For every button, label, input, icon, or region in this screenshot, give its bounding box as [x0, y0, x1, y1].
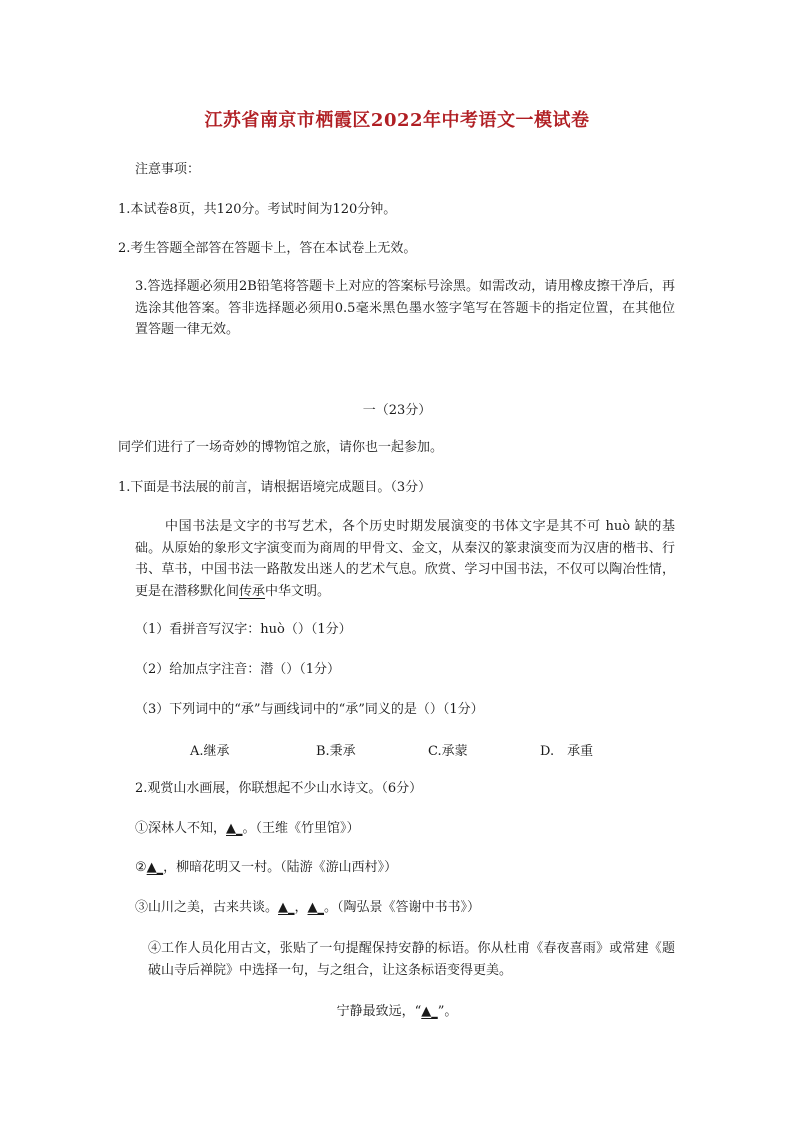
calligraphy-passage	[135, 516, 675, 602]
question-1-sub-1: （1）看拼音写汉字：huò（）（1分）	[135, 622, 352, 637]
passage-text-end: 中华文明。	[265, 583, 331, 599]
poem-line-3-comma: ，	[294, 900, 308, 915]
answer-options	[0, 740, 794, 760]
question-1-stem: 1.下面是书法展的前言，请根据语境完成题目。（3分）	[118, 480, 432, 495]
slogan-end: ”。	[437, 1004, 458, 1019]
question-2-stem: 2.观赏山水画展，你联想起不少山水诗文。（6分）	[135, 781, 423, 796]
poem-line-1	[135, 819, 360, 839]
notice-item-3: 3.答选择题必须用2B铅笔将答题卡上对应的答案标号涂黑。如需改动，请用橡皮擦干净后，再选涂其他答案。答非选择题必须用0.5毫米黑色墨水签字笔写在答题卡的指定位置，在其他位置答题一律无效。	[135, 279, 675, 337]
poem-line-1-text: ①深林人不知，	[135, 821, 227, 836]
poem-line-2	[135, 858, 397, 878]
question-1-sub-3: （3）下列词中的“承”与画线词中的“承”同义的是（）（1分）	[135, 702, 484, 717]
option-d: D. 承重	[540, 744, 594, 759]
page-title: 江苏省南京市栖霞区2022年中考语文一模试卷	[204, 110, 590, 131]
poem-line-3-text: ③山川之美，古来共谈。	[135, 900, 279, 915]
poem-line-2-text: ，柳暗花明又一村。（陆游《游山西村》）	[163, 860, 398, 875]
slogan-line	[0, 1000, 794, 1019]
question-1-sub-2: （2）给加点字注音：潜（）（1分）	[135, 662, 341, 677]
notice-item-2: 2.考生答题全部答在答题卡上，答在本试卷上无效。	[118, 241, 417, 256]
underlined-word: 传承	[239, 583, 266, 599]
answer-blank: ▲_	[278, 900, 295, 915]
slogan-instruction: ④工作人员化用古文，张贴了一句提醒保持安静的标语。你从杜甫《春夜喜雨》或常建《题破山寺后禅院》中选择一句，与之组合，让这条标语变得更美。	[148, 941, 675, 978]
slogan-text: 宁静最致远，“	[336, 1004, 422, 1019]
answer-blank: ▲_	[146, 860, 164, 875]
answer-blank: ▲_	[307, 900, 325, 915]
notice-heading: 注意事项：	[135, 162, 201, 177]
poem-line-3	[135, 898, 480, 918]
answer-blank: ▲_	[226, 821, 243, 836]
poem-line-1-source: 。（王维《竹里馆》）	[242, 821, 360, 836]
answer-blank: ▲_	[421, 1004, 438, 1019]
passage-text: 中国书法是文字的书写艺术，各个历史时期发展演变的书体文字是其不可 huò 缺的基础。从原始的象形文字演变而为商周的甲骨文、金文，从秦汉的篆隶演变而为汉唐的楷书、行书、草书，中国书法一路散发出迷人的艺术气息。欣赏、学习中国书法，不仅可以陶冶性情，更是在潜移默化间	[135, 519, 675, 599]
section-intro: 同学们进行了一场奇妙的博物馆之旅，请你也一起参加。	[118, 440, 444, 455]
poem-line-2-number: ②	[135, 860, 147, 875]
poem-line-3-source: 。（陶弘景《答谢中书书》）	[324, 900, 481, 915]
option-a: A.继承	[190, 744, 230, 759]
section-heading: 一（23分）	[362, 403, 432, 418]
notice-item-1: 1.本试卷8页，共120分。考试时间为120分钟。	[118, 202, 397, 217]
option-c: C.承蒙	[428, 744, 468, 759]
option-b: B.秉承	[316, 744, 356, 759]
